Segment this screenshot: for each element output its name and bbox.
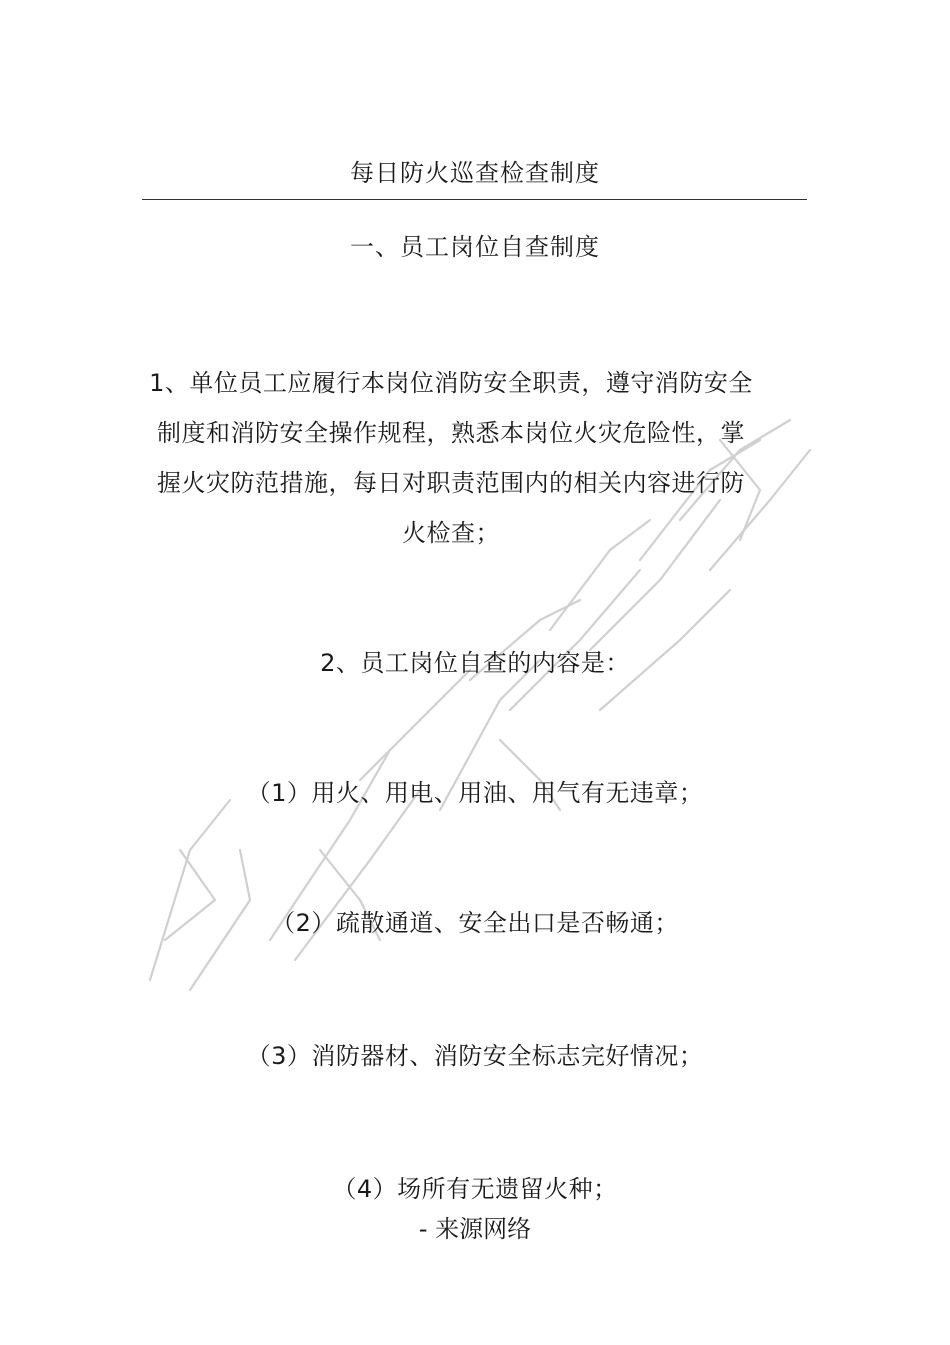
paragraph-1-line: 制度和消防安全操作规程，熟悉本岗位火灾危险性，掌	[157, 419, 745, 447]
paragraph-1	[145, 358, 757, 558]
header-divider	[142, 199, 807, 200]
paragraph-1-line: 1、单位员工应履行本岗位消防安全职责，遵守消防安全	[149, 369, 753, 397]
item-2-heading: 2、员工岗位自查的内容是：	[320, 649, 630, 677]
paragraph-1-line: 握火灾防范措施，每日对职责范围内的相关内容进行防	[157, 469, 745, 497]
section-heading: 一、员工岗位自查制度	[350, 233, 600, 261]
page-title: 每日防火巡查检查制度	[350, 159, 600, 187]
sub-item-2: （2）疏散通道、安全出口是否畅通；	[271, 909, 679, 937]
sub-item-1: （1）用火、用电、用油、用气有无违章；	[246, 779, 704, 807]
sub-item-3: （3）消防器材、消防安全标志完好情况；	[246, 1042, 704, 1070]
sub-item-4: （4）场所有无遗留火种；	[332, 1175, 618, 1203]
source-note: - 来源网络	[418, 1215, 532, 1243]
paragraph-1-line: 火检查；	[402, 519, 500, 547]
